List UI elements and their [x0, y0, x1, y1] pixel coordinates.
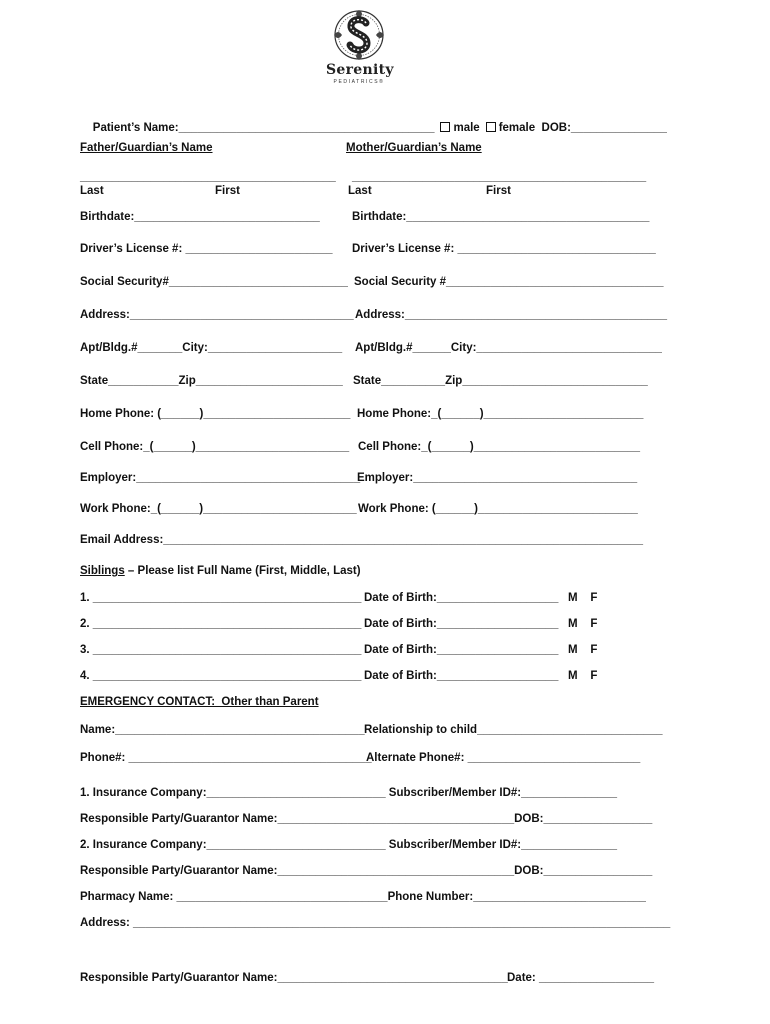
- mother-ssn-field[interactable]: Social Security #__________________________________: [354, 276, 664, 288]
- father-first-label: First: [215, 185, 240, 197]
- emergency-phone-field[interactable]: Phone#: ______________________________________: [80, 752, 372, 764]
- insurance-2-guarantor-field[interactable]: Responsible Party/Guarantor Name:_____________________________________DOB:_________________: [80, 865, 653, 877]
- sibling-3-dob-field[interactable]: Date of Birth:___________________: [364, 644, 559, 656]
- female-checkbox[interactable]: [486, 122, 496, 132]
- sibling-1-sex[interactable]: M F: [568, 592, 598, 604]
- sibling-3-sex[interactable]: M F: [568, 644, 598, 656]
- father-ssn-field[interactable]: Social Security#____________________________: [80, 276, 348, 288]
- mother-work-phone-field[interactable]: Work Phone: (______)_________________________: [358, 503, 638, 515]
- siblings-instructions: – Please list Full Name (First, Middle, Last): [124, 565, 361, 577]
- insurance-1-field[interactable]: 1. Insurance Company:____________________________ Subscriber/Member ID#:_______________: [80, 787, 618, 799]
- emergency-name-field[interactable]: Name:_______________________________________: [80, 724, 365, 736]
- logo-subtitle: PEDIATRICS®: [333, 79, 385, 85]
- mother-name-line[interactable]: ______________________________________________: [352, 171, 647, 183]
- father-license-field[interactable]: Driver’s License #: _______________________: [80, 243, 333, 255]
- logo-wordmark: Serenity: [326, 62, 394, 78]
- father-address-field[interactable]: Address:___________________________________: [80, 309, 354, 321]
- sibling-2-name-field[interactable]: 2. __________________________________________: [80, 618, 362, 630]
- sibling-1-name-field[interactable]: 1. __________________________________________: [80, 592, 362, 604]
- father-guardian-heading: Father/Guardian’s Name: [80, 142, 213, 154]
- pharmacy-field[interactable]: Pharmacy Name: _________________________________Phone Number:___________________________: [80, 891, 646, 903]
- father-birthdate-field[interactable]: Birthdate:_____________________________: [80, 211, 320, 223]
- mother-address-field[interactable]: Address:_________________________________________: [355, 309, 668, 321]
- siblings-title: Siblings: [80, 565, 125, 577]
- patient-name-field[interactable]: Patient’s Name:________________________________________: [92, 122, 435, 134]
- emergency-contact-heading: EMERGENCY CONTACT: Other than Parent: [80, 696, 319, 708]
- siblings-heading: [80, 564, 361, 578]
- sibling-3-name-field[interactable]: 3. __________________________________________: [80, 644, 362, 656]
- logo-monogram-icon: [333, 8, 385, 64]
- emergency-alt-phone-field[interactable]: Alternate Phone#: ___________________________: [366, 752, 641, 764]
- email-address-field[interactable]: Email Address:___________________________________________________________________________: [80, 534, 643, 546]
- sibling-4-name-field[interactable]: 4. __________________________________________: [80, 670, 362, 682]
- mother-guardian-heading: Mother/Guardian’s Name: [346, 142, 482, 154]
- mother-first-label: First: [486, 185, 511, 197]
- sibling-4-dob-field[interactable]: Date of Birth:___________________: [364, 670, 559, 682]
- pharmacy-address-field[interactable]: Address: ____________________________________________________________________________________: [80, 917, 671, 929]
- father-employer-field[interactable]: Employer:___________________________________: [80, 472, 361, 484]
- insurance-2-field[interactable]: 2. Insurance Company:____________________________ Subscriber/Member ID#:_______________: [80, 839, 618, 851]
- father-home-phone-field[interactable]: Home Phone: (______)_______________________: [80, 408, 351, 420]
- sibling-2-sex[interactable]: M F: [568, 618, 598, 630]
- female-label: female: [498, 122, 536, 134]
- male-checkbox[interactable]: [440, 122, 450, 132]
- guarantor-signature-field[interactable]: Responsible Party/Guarantor Name:____________________________________: [80, 972, 508, 984]
- father-work-phone-field[interactable]: Work Phone:_(______)________________________: [80, 503, 357, 515]
- signature-date-field[interactable]: Date: __________________: [507, 972, 655, 984]
- patient-dob-field[interactable]: DOB:_______________: [541, 122, 667, 134]
- mother-apt-city-field[interactable]: Apt/Bldg.#______City:_____________________________: [355, 342, 662, 354]
- mother-state-zip-field[interactable]: State__________Zip_____________________________: [353, 375, 648, 387]
- sibling-1-dob-field[interactable]: Date of Birth:___________________: [364, 592, 559, 604]
- sibling-2-dob-field[interactable]: Date of Birth:___________________: [364, 618, 559, 630]
- father-name-line[interactable]: ________________________________________: [80, 171, 336, 183]
- father-state-zip-field[interactable]: State___________Zip_______________________: [80, 375, 343, 387]
- mother-employer-field[interactable]: Employer:___________________________________: [357, 472, 638, 484]
- father-cell-phone-field[interactable]: Cell Phone:_(______)________________________: [80, 441, 350, 453]
- serenity-logo: [326, 8, 392, 88]
- insurance-1-guarantor-field[interactable]: Responsible Party/Guarantor Name:_____________________________________DOB:_________________: [80, 813, 653, 825]
- sibling-4-sex[interactable]: M F: [568, 670, 598, 682]
- mother-last-label: Last: [348, 185, 372, 197]
- emergency-relationship-field[interactable]: Relationship to child_____________________________: [364, 724, 663, 736]
- mother-license-field[interactable]: Driver’s License #: _______________________________: [352, 243, 656, 255]
- father-apt-city-field[interactable]: Apt/Bldg.#_______City:_____________________: [80, 342, 343, 354]
- father-last-label: Last: [80, 185, 104, 197]
- male-label: male: [453, 122, 480, 134]
- mother-home-phone-field[interactable]: Home Phone:_(______)_________________________: [357, 408, 644, 420]
- mother-birthdate-field[interactable]: Birthdate:______________________________________: [352, 211, 650, 223]
- mother-cell-phone-field[interactable]: Cell Phone:_(______)__________________________: [358, 441, 640, 453]
